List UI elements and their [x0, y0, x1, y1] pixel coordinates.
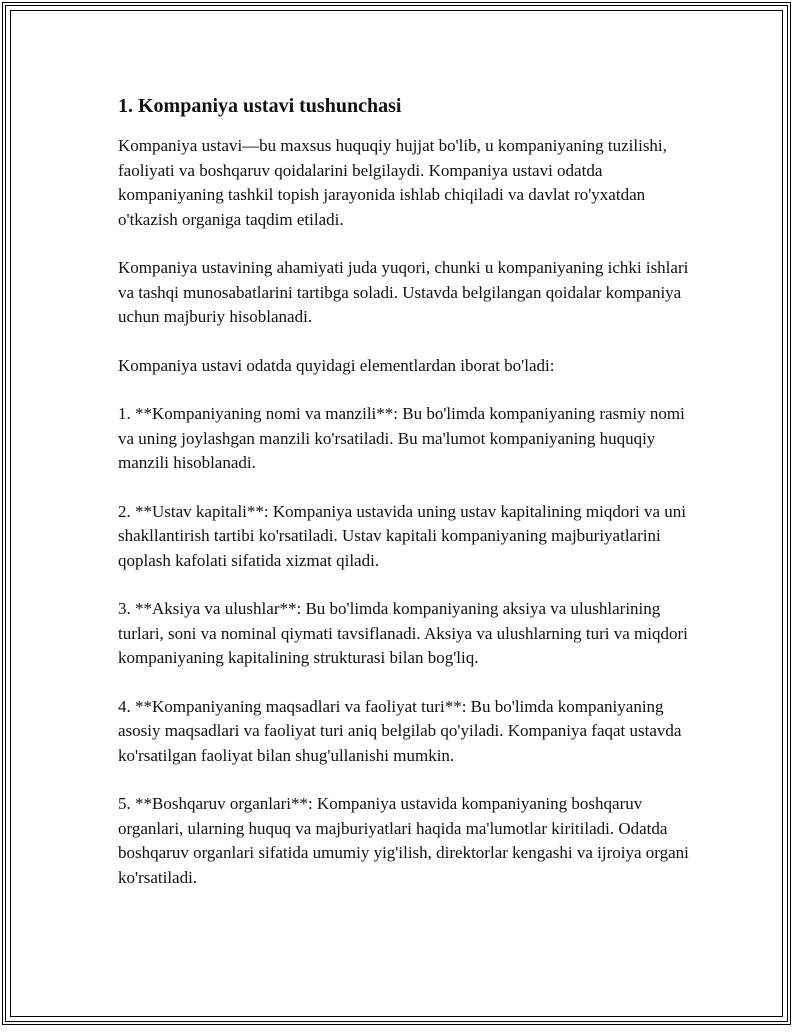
paragraph-item-3: 3. **Aksiya va ulushlar**: Bu bo'limda kompaniyaning aksiya va ulushlarining turlari, soni va nominal qiymati tavsiflanadi. Aksiya va ulushlarning turi va miqdori kompaniyaning kapitalining strukturasi bilan bog'liq. — [118, 599, 688, 667]
paragraph-item-2: 2. **Ustav kapitali**: Kompaniya ustavida uning ustav kapitalining miqdori va uni shakllantirish tartibi ko'rsatiladi. Ustav kapitali kompaniyaning majburiyatlarini qoplash kafolati sifatida xizmat qiladi. — [118, 501, 686, 570]
paragraph-definition: Kompaniya ustavi—bu maxsus huquqiy hujjat bo'lib, u kompaniyaning tuzilishi, faoliyati va boshqaruv qoidalarini belgilaydi. Kompaniya ustavi odatda kompaniyaning tashkil topish jarayonida ishlab chiqiladi va davlat ro'yxatdan o'tkazish organiga taqdim etiladi. — [118, 136, 667, 229]
paragraph-item-4: 4. **Kompaniyaning maqsadlari va faoliyat turi**: Bu bo'limda kompaniyaning asosiy maqsadlari va faoliyat turi aniq belgilab qo'yiladi. Kompaniya faqat ustavda ko'rsatilgan faoliyat bilan shug'ullanishi mumkin. — [118, 696, 682, 765]
paragraph-elements-intro: Kompaniya ustavi odatda quyidagi elementlardan iborat bo'ladi: — [118, 355, 555, 375]
document-body — [118, 92, 698, 914]
paragraph-item-1: 1. **Kompaniyaning nomi va manzili**: Bu bo'limda kompaniyaning rasmiy nomi va uning joylashgan manzili ko'rsatiladi. Bu ma'lumot kompaniyaning huquqiy manzili hisoblanadi. — [118, 404, 685, 472]
paragraph-importance: Kompaniya ustavining ahamiyati juda yuqori, chunki u kompaniyaning ichki ishlari va tashqi munosabatlarini tartibga soladi. Ustavda belgilangan qoidalar kompaniya uchun majburiy hisoblanadi. — [118, 258, 689, 326]
paragraph-item-5: 5. **Boshqaruv organlari**: Kompaniya ustavida kompaniyaning boshqaruv organlari, ularning huquq va majburiyatlari haqida ma'lumotlar kiritiladi. Odatda boshqaruv organlari sifatida umumiy yig'ilish, direktorlar kengashi va ijroiya organi ko'rsatiladi. — [118, 794, 689, 887]
section-heading: 1. Kompaniya ustavi tushunchasi — [118, 95, 402, 117]
